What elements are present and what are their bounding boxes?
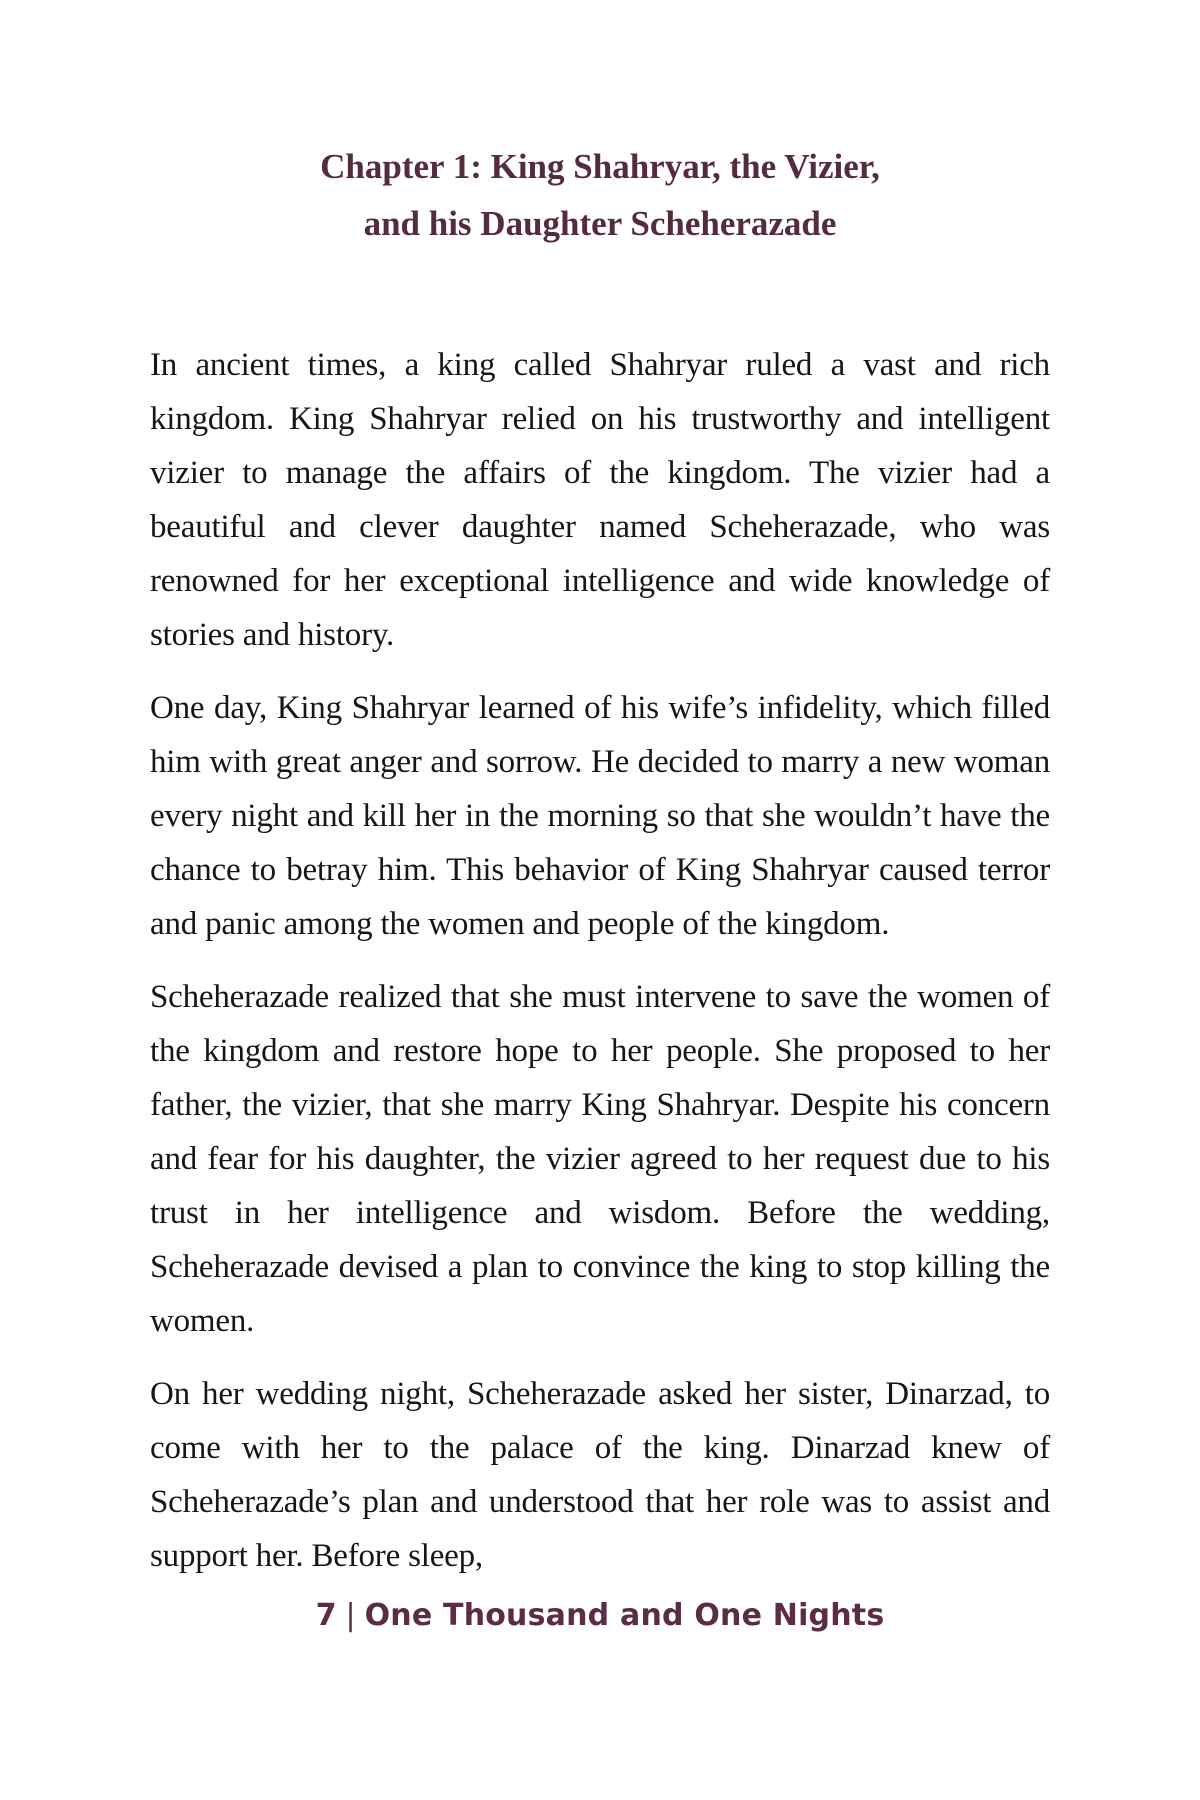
chapter-body — [150, 338, 1050, 1583]
chapter-title-line-2: and his Daughter Scheherazade — [363, 204, 837, 243]
chapter-title — [150, 138, 1050, 252]
paragraph-1: In ancient times, a king called Shahryar ruled a vast and rich kingdom. King Shahryar relied on his trustworthy and intelligent vizier to manage the affairs of the kingdom. The vizier had a beautiful and clever daughter named Scheherazade, who was renowned for her exceptional intelligence and wide knowledge of stories and history. — [150, 347, 1050, 653]
paragraph-4: On her wedding night, Scheherazade asked her sister, Dinarzad, to come with her to the palace of the king. Dinarzad knew of Scheherazade’s plan and understood that her role was to assist and support her. Before sleep, — [150, 1376, 1050, 1574]
page-footer — [150, 1593, 1050, 1639]
book-title: One Thousand and One Nights — [364, 1598, 885, 1633]
paragraph-2: One day, King Shahryar learned of his wife’s infidelity, which filled him with great anger and sorrow. He decided to marry a new woman every night and kill her in the morning so that she wouldn’t have the chance to betray him. This behavior of King Shahryar caused terror and panic among the women and people of the kingdom. — [150, 690, 1050, 942]
paragraph-3: Scheherazade realized that she must intervene to save the women of the kingdom and restore hope to her people. She proposed to her father, the vizier, that she marry King Shahryar. Despite his concern and fear for his daughter, the vizier agreed to her request due to his trust in her intelligence and wisdom. Before the wedding, Scheherazade devised a plan to convince the king to stop killing the women. — [150, 979, 1050, 1339]
footer-separator: | — [345, 1598, 356, 1633]
page-number: 7 — [315, 1598, 337, 1633]
chapter-title-line-1: Chapter 1: King Shahryar, the Vizier, — [320, 147, 880, 186]
